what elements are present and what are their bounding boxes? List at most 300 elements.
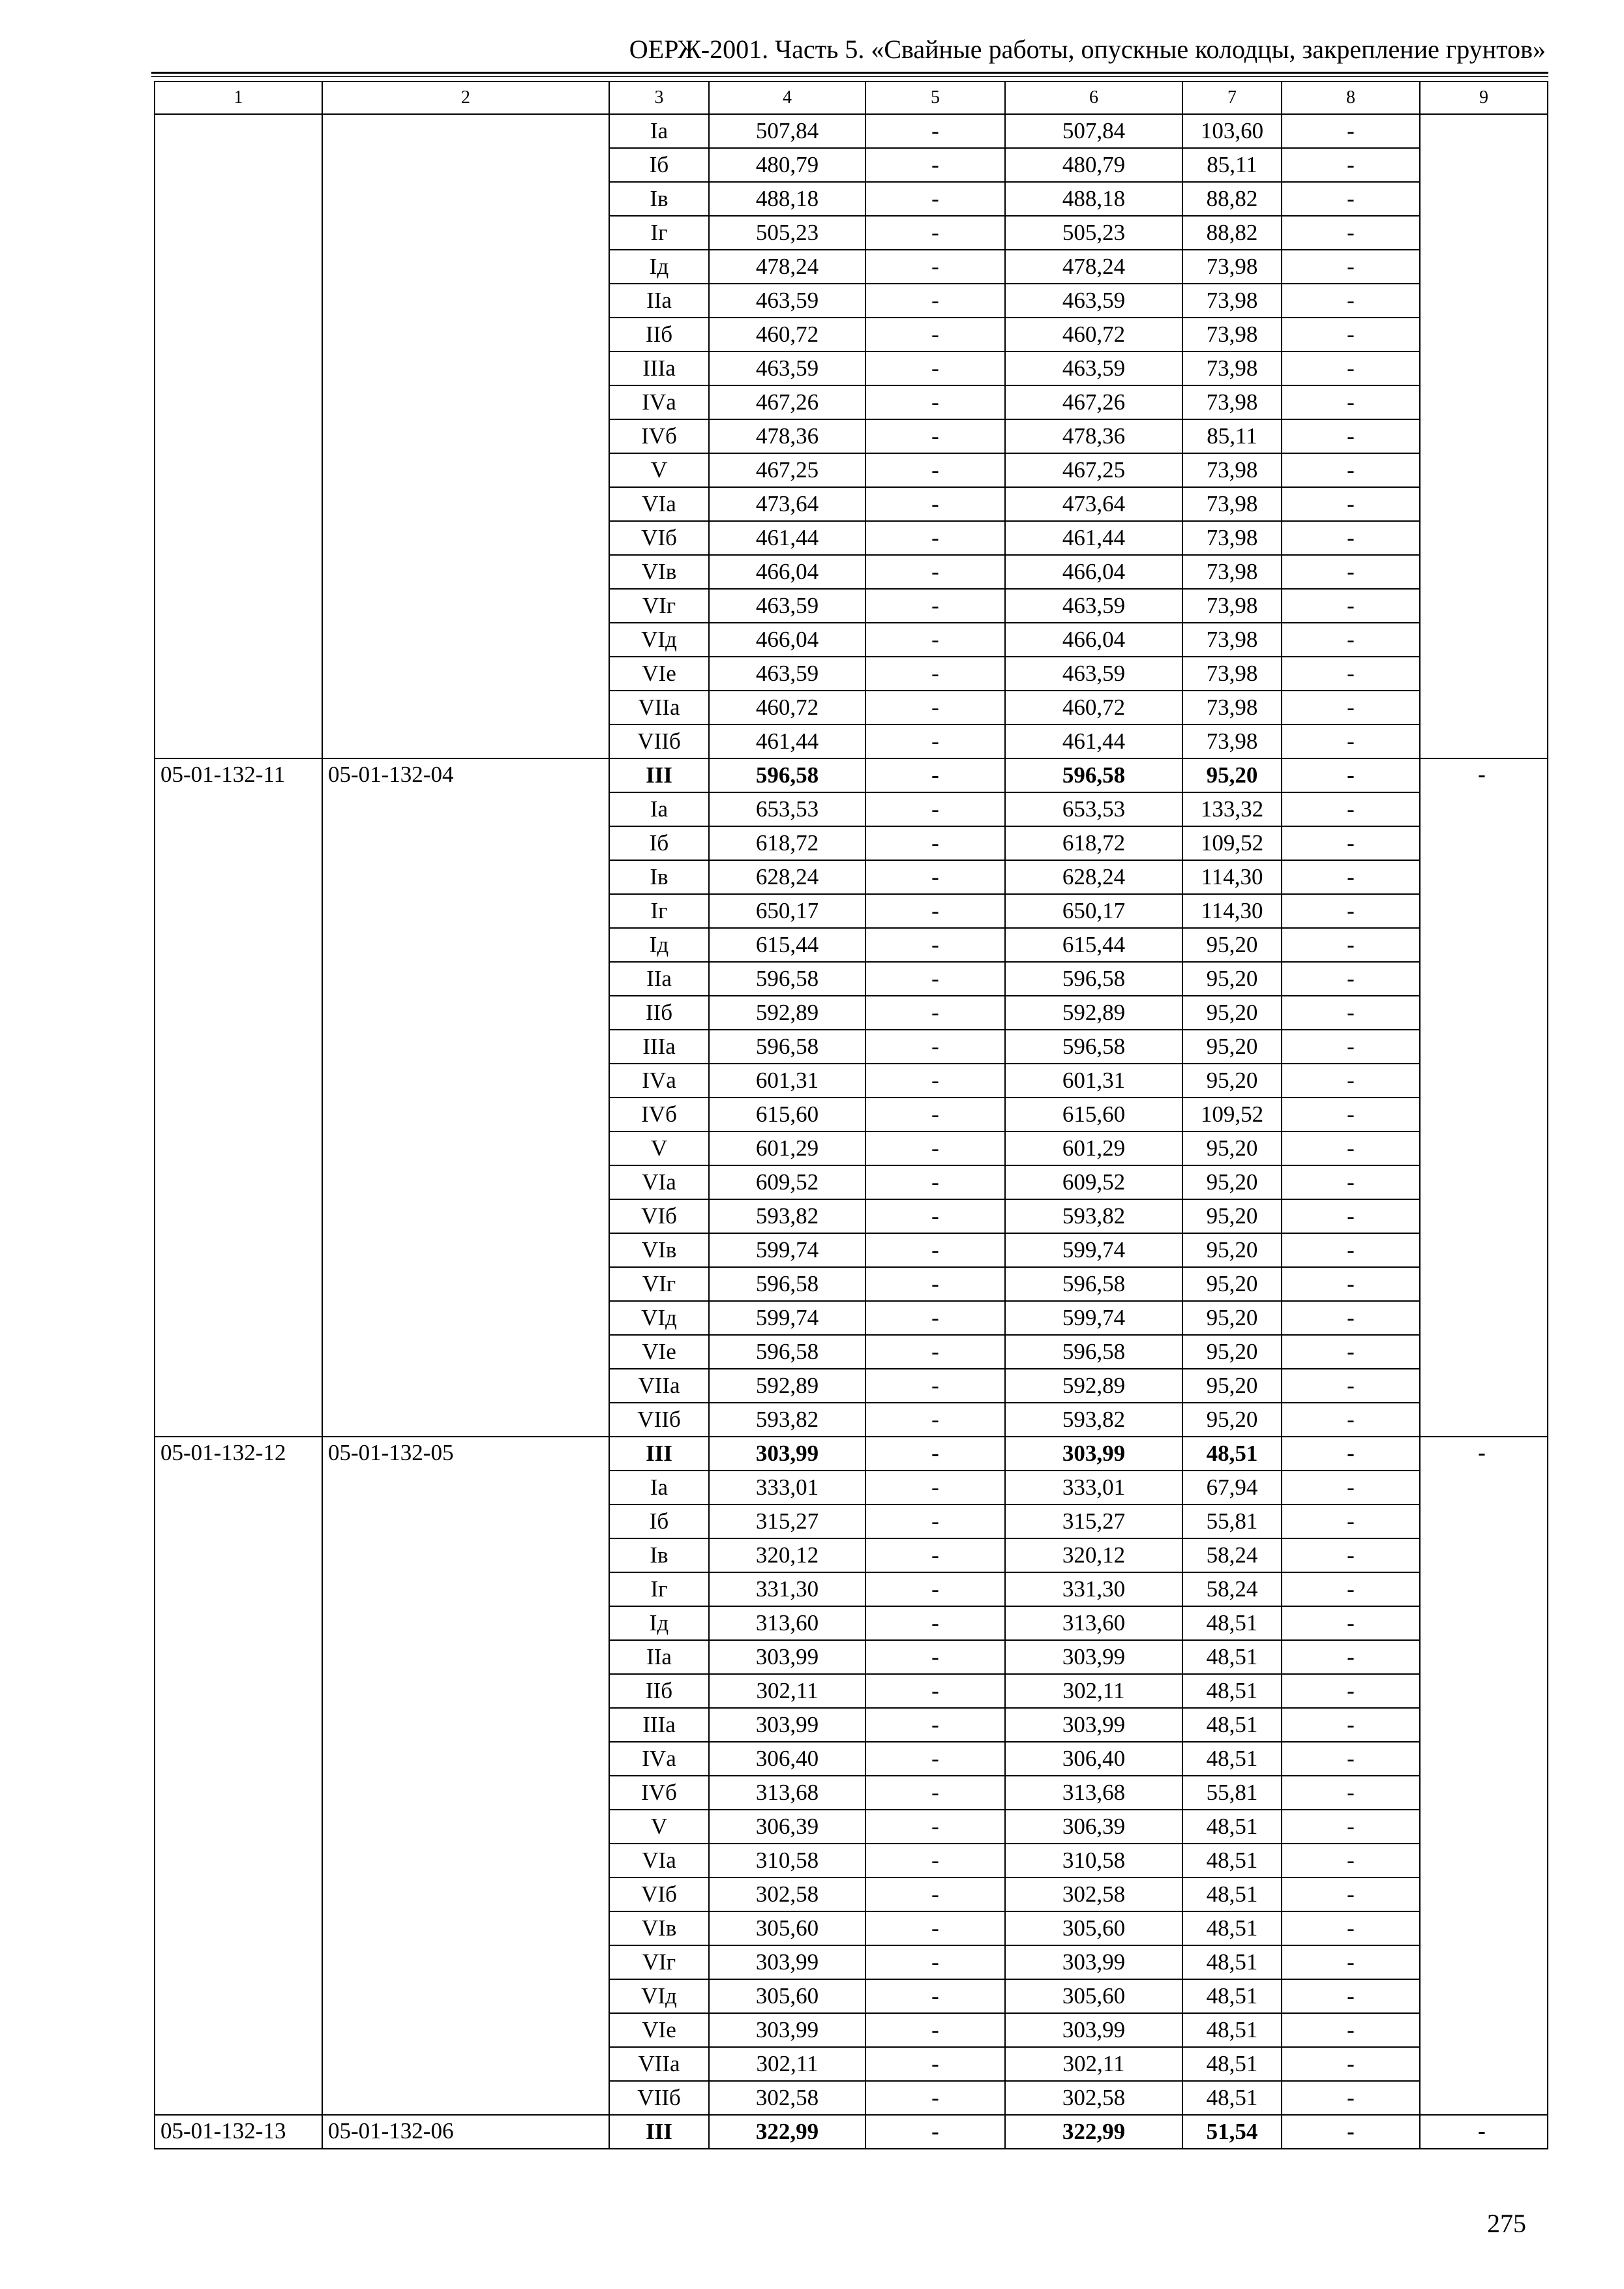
column-number: 4 <box>709 82 865 114</box>
zone-cell: VIа <box>609 1165 709 1199</box>
total-cost-cell: 460,72 <box>709 318 865 352</box>
column-6-cell: 313,60 <box>1005 1606 1182 1640</box>
column-8-cell: - <box>1282 1267 1420 1301</box>
zone-cell: III <box>609 2115 709 2149</box>
column-8-cell: - <box>1282 318 1420 352</box>
column-6-cell: 302,11 <box>1005 2047 1182 2081</box>
column-5-cell: - <box>865 1979 1005 2013</box>
zone-cell: III <box>609 1437 709 1471</box>
total-cost-cell: 306,40 <box>709 1742 865 1776</box>
column-5-cell: - <box>865 1538 1005 1572</box>
column-5-cell: - <box>865 962 1005 996</box>
total-cost-cell: 310,58 <box>709 1844 865 1878</box>
total-cost-cell: 592,89 <box>709 1369 865 1403</box>
column-8-cell: - <box>1282 1437 1420 1471</box>
column-6-cell: 618,72 <box>1005 826 1182 860</box>
column-7-cell: 58,24 <box>1182 1538 1282 1572</box>
zone-cell: Iб <box>609 1504 709 1538</box>
total-cost-cell: 463,59 <box>709 284 865 318</box>
zone-cell: VIг <box>609 1267 709 1301</box>
column-8-cell: - <box>1282 1403 1420 1437</box>
zone-cell: IVа <box>609 1742 709 1776</box>
column-7-cell: 73,98 <box>1182 555 1282 589</box>
total-cost-cell: 467,25 <box>709 453 865 487</box>
total-cost-cell: 303,99 <box>709 1437 865 1471</box>
column-7-cell: 48,51 <box>1182 1945 1282 1979</box>
column-7-cell: 95,20 <box>1182 1233 1282 1267</box>
column-7-cell: 51,54 <box>1182 2115 1282 2149</box>
column-7-cell: 85,11 <box>1182 419 1282 453</box>
column-8-cell: - <box>1282 1844 1420 1878</box>
column-6-cell: 303,99 <box>1005 1708 1182 1742</box>
table-row <box>155 114 1548 148</box>
column-number: 8 <box>1282 82 1420 114</box>
zone-cell: IIа <box>609 1640 709 1674</box>
column-7-cell: 133,32 <box>1182 792 1282 826</box>
zone-cell: VIб <box>609 1199 709 1233</box>
column-7-cell: 48,51 <box>1182 1844 1282 1878</box>
column-7-cell: 103,60 <box>1182 114 1282 148</box>
column-6-cell: 460,72 <box>1005 691 1182 725</box>
zone-cell: Iд <box>609 250 709 284</box>
total-cost-cell: 601,31 <box>709 1064 865 1098</box>
column-6-cell: 596,58 <box>1005 1267 1182 1301</box>
base-rate-code-cell <box>322 114 609 758</box>
column-6-cell: 320,12 <box>1005 1538 1182 1572</box>
column-5-cell: - <box>865 1199 1005 1233</box>
column-5-cell: - <box>865 928 1005 962</box>
column-7-cell: 73,98 <box>1182 725 1282 758</box>
zone-cell: VIе <box>609 657 709 691</box>
total-cost-cell: 596,58 <box>709 1030 865 1064</box>
column-9-cell: - <box>1420 2115 1548 2149</box>
total-cost-cell: 599,74 <box>709 1301 865 1335</box>
column-6-cell: 310,58 <box>1005 1844 1182 1878</box>
column-5-cell: - <box>865 2013 1005 2047</box>
table-body <box>155 82 1548 2149</box>
total-cost-cell: 615,44 <box>709 928 865 962</box>
total-cost-cell: 303,99 <box>709 1945 865 1979</box>
total-cost-cell: 315,27 <box>709 1504 865 1538</box>
column-6-cell: 467,25 <box>1005 453 1182 487</box>
column-8-cell: - <box>1282 996 1420 1030</box>
total-cost-cell: 333,01 <box>709 1471 865 1504</box>
column-6-cell: 505,23 <box>1005 216 1182 250</box>
column-5-cell: - <box>865 318 1005 352</box>
column-5-cell: - <box>865 1606 1005 1640</box>
column-8-cell: - <box>1282 284 1420 318</box>
column-6-cell: 596,58 <box>1005 1335 1182 1369</box>
column-7-cell: 48,51 <box>1182 1878 1282 1911</box>
zone-cell: IVб <box>609 419 709 453</box>
column-7-cell: 48,51 <box>1182 1708 1282 1742</box>
column-8-cell: - <box>1282 792 1420 826</box>
zone-cell: IIб <box>609 318 709 352</box>
column-8-cell: - <box>1282 725 1420 758</box>
column-5-cell: - <box>865 1233 1005 1267</box>
column-8-cell: - <box>1282 1369 1420 1403</box>
column-number: 6 <box>1005 82 1182 114</box>
column-8-cell: - <box>1282 1504 1420 1538</box>
column-7-cell: 73,98 <box>1182 487 1282 521</box>
column-6-cell: 466,04 <box>1005 623 1182 657</box>
zone-cell: VIд <box>609 1979 709 2013</box>
column-6-cell: 463,59 <box>1005 589 1182 623</box>
column-6-cell: 322,99 <box>1005 2115 1182 2149</box>
total-cost-cell: 593,82 <box>709 1403 865 1437</box>
column-7-cell: 48,51 <box>1182 1640 1282 1674</box>
column-8-cell: - <box>1282 1674 1420 1708</box>
column-8-cell: - <box>1282 114 1420 148</box>
column-7-cell: 58,24 <box>1182 1572 1282 1606</box>
column-5-cell: - <box>865 1742 1005 1776</box>
column-7-cell: 48,51 <box>1182 2013 1282 2047</box>
column-6-cell: 333,01 <box>1005 1471 1182 1504</box>
column-6-cell: 315,27 <box>1005 1504 1182 1538</box>
price-table <box>154 81 1548 2149</box>
column-6-cell: 615,60 <box>1005 1098 1182 1131</box>
total-cost-cell: 313,60 <box>709 1606 865 1640</box>
column-8-cell: - <box>1282 250 1420 284</box>
total-cost-cell: 305,60 <box>709 1979 865 2013</box>
column-7-cell: 95,20 <box>1182 1403 1282 1437</box>
column-8-cell: - <box>1282 1335 1420 1369</box>
column-7-cell: 73,98 <box>1182 657 1282 691</box>
zone-cell: VIв <box>609 1911 709 1945</box>
zone-cell: III <box>609 758 709 792</box>
zone-cell: V <box>609 1131 709 1165</box>
total-cost-cell: 302,11 <box>709 1674 865 1708</box>
zone-cell: IVб <box>609 1776 709 1810</box>
column-6-cell: 593,82 <box>1005 1403 1182 1437</box>
column-5-cell: - <box>865 1640 1005 1674</box>
total-cost-cell: 313,68 <box>709 1776 865 1810</box>
column-6-cell: 303,99 <box>1005 1945 1182 1979</box>
zone-cell: Iв <box>609 182 709 216</box>
column-6-cell: 461,44 <box>1005 521 1182 555</box>
column-9-cell <box>1420 114 1548 758</box>
total-cost-cell: 505,23 <box>709 216 865 250</box>
column-8-cell: - <box>1282 2081 1420 2115</box>
column-number: 1 <box>155 82 322 114</box>
zone-cell: VIIа <box>609 1369 709 1403</box>
column-5-cell: - <box>865 1504 1005 1538</box>
zone-cell: IVб <box>609 1098 709 1131</box>
column-6-cell: 313,68 <box>1005 1776 1182 1810</box>
rate-code-cell: 05-01-132-12 <box>155 1437 322 2115</box>
header-rule-thick <box>151 72 1548 74</box>
column-8-cell: - <box>1282 860 1420 894</box>
column-8-cell: - <box>1282 2013 1420 2047</box>
zone-cell: VIе <box>609 2013 709 2047</box>
total-cost-cell: 303,99 <box>709 2013 865 2047</box>
total-cost-cell: 650,17 <box>709 894 865 928</box>
column-7-cell: 73,98 <box>1182 250 1282 284</box>
column-8-cell: - <box>1282 1030 1420 1064</box>
column-8-cell: - <box>1282 1538 1420 1572</box>
zone-cell: IIIа <box>609 352 709 385</box>
column-6-cell: 596,58 <box>1005 758 1182 792</box>
column-number: 5 <box>865 82 1005 114</box>
zone-cell: Iг <box>609 1572 709 1606</box>
base-rate-code-cell: 05-01-132-05 <box>322 1437 609 2115</box>
total-cost-cell: 322,99 <box>709 2115 865 2149</box>
total-cost-cell: 306,39 <box>709 1810 865 1844</box>
column-7-cell: 48,51 <box>1182 1606 1282 1640</box>
zone-cell: VIIб <box>609 2081 709 2115</box>
column-6-cell: 306,39 <box>1005 1810 1182 1844</box>
column-5-cell: - <box>865 250 1005 284</box>
column-7-cell: 73,98 <box>1182 589 1282 623</box>
zone-cell: V <box>609 453 709 487</box>
column-7-cell: 55,81 <box>1182 1504 1282 1538</box>
column-7-cell: 109,52 <box>1182 1098 1282 1131</box>
zone-cell: Iг <box>609 216 709 250</box>
column-8-cell: - <box>1282 1471 1420 1504</box>
zone-cell: VIIб <box>609 725 709 758</box>
column-5-cell: - <box>865 216 1005 250</box>
zone-cell: VIд <box>609 623 709 657</box>
column-8-cell: - <box>1282 1945 1420 1979</box>
column-7-cell: 114,30 <box>1182 860 1282 894</box>
column-5-cell: - <box>865 1165 1005 1199</box>
column-7-cell: 48,51 <box>1182 1742 1282 1776</box>
column-5-cell: - <box>865 1572 1005 1606</box>
running-header: ОЕРЖ-2001. Часть 5. «Свайные работы, опускные колодцы, закрепление грунтов» <box>629 35 1546 64</box>
zone-cell: Iа <box>609 1471 709 1504</box>
column-5-cell: - <box>865 352 1005 385</box>
column-7-cell: 95,20 <box>1182 928 1282 962</box>
total-cost-cell: 593,82 <box>709 1199 865 1233</box>
column-6-cell: 478,36 <box>1005 419 1182 453</box>
column-5-cell: - <box>865 1098 1005 1131</box>
column-5-cell: - <box>865 2081 1005 2115</box>
column-8-cell: - <box>1282 691 1420 725</box>
column-6-cell: 478,24 <box>1005 250 1182 284</box>
column-8-cell: - <box>1282 1606 1420 1640</box>
zone-cell: Iв <box>609 860 709 894</box>
column-8-cell: - <box>1282 1301 1420 1335</box>
total-cost-cell: 478,36 <box>709 419 865 453</box>
column-8-cell: - <box>1282 2047 1420 2081</box>
zone-cell: VIа <box>609 1844 709 1878</box>
column-8-cell: - <box>1282 657 1420 691</box>
column-number-row <box>155 82 1548 114</box>
total-cost-cell: 615,60 <box>709 1098 865 1131</box>
column-6-cell: 596,58 <box>1005 962 1182 996</box>
total-cost-cell: 303,99 <box>709 1708 865 1742</box>
zone-cell: VIIа <box>609 2047 709 2081</box>
zone-cell: IIIа <box>609 1030 709 1064</box>
total-cost-cell: 302,58 <box>709 2081 865 2115</box>
column-6-cell: 609,52 <box>1005 1165 1182 1199</box>
column-8-cell: - <box>1282 1199 1420 1233</box>
column-7-cell: 88,82 <box>1182 182 1282 216</box>
column-5-cell: - <box>865 725 1005 758</box>
total-cost-cell: 480,79 <box>709 148 865 182</box>
column-8-cell: - <box>1282 758 1420 792</box>
total-cost-cell: 302,58 <box>709 1878 865 1911</box>
column-7-cell: 73,98 <box>1182 352 1282 385</box>
column-5-cell: - <box>865 860 1005 894</box>
column-7-cell: 95,20 <box>1182 1064 1282 1098</box>
total-cost-cell: 466,04 <box>709 555 865 589</box>
total-cost-cell: 599,74 <box>709 1233 865 1267</box>
zone-cell: Iг <box>609 894 709 928</box>
column-7-cell: 95,20 <box>1182 1131 1282 1165</box>
column-7-cell: 73,98 <box>1182 691 1282 725</box>
column-number: 2 <box>322 82 609 114</box>
column-6-cell: 653,53 <box>1005 792 1182 826</box>
zone-cell: VIд <box>609 1301 709 1335</box>
total-cost-cell: 592,89 <box>709 996 865 1030</box>
total-cost-cell: 596,58 <box>709 758 865 792</box>
column-8-cell: - <box>1282 826 1420 860</box>
zone-cell: VIа <box>609 487 709 521</box>
column-6-cell: 650,17 <box>1005 894 1182 928</box>
column-7-cell: 48,51 <box>1182 1911 1282 1945</box>
zone-cell: VIг <box>609 1945 709 1979</box>
zone-cell: IIб <box>609 996 709 1030</box>
column-5-cell: - <box>865 1776 1005 1810</box>
column-8-cell: - <box>1282 1640 1420 1674</box>
column-6-cell: 466,04 <box>1005 555 1182 589</box>
column-5-cell: - <box>865 148 1005 182</box>
total-cost-cell: 461,44 <box>709 521 865 555</box>
total-cost-cell: 609,52 <box>709 1165 865 1199</box>
column-9-cell: - <box>1420 758 1548 1437</box>
column-7-cell: 95,20 <box>1182 1199 1282 1233</box>
column-7-cell: 73,98 <box>1182 318 1282 352</box>
zone-cell: Iд <box>609 928 709 962</box>
column-7-cell: 67,94 <box>1182 1471 1282 1504</box>
column-7-cell: 95,20 <box>1182 962 1282 996</box>
column-7-cell: 73,98 <box>1182 385 1282 419</box>
total-cost-cell: 601,29 <box>709 1131 865 1165</box>
column-6-cell: 601,31 <box>1005 1064 1182 1098</box>
total-cost-cell: 305,60 <box>709 1911 865 1945</box>
column-8-cell: - <box>1282 1098 1420 1131</box>
zone-cell: VIIа <box>609 691 709 725</box>
column-6-cell: 592,89 <box>1005 1369 1182 1403</box>
column-5-cell: - <box>865 826 1005 860</box>
column-7-cell: 48,51 <box>1182 1810 1282 1844</box>
column-5-cell: - <box>865 1911 1005 1945</box>
column-5-cell: - <box>865 623 1005 657</box>
column-7-cell: 95,20 <box>1182 1267 1282 1301</box>
column-8-cell: - <box>1282 894 1420 928</box>
column-6-cell: 306,40 <box>1005 1742 1182 1776</box>
column-8-cell: - <box>1282 419 1420 453</box>
column-6-cell: 302,11 <box>1005 1674 1182 1708</box>
total-cost-cell: 466,04 <box>709 623 865 657</box>
zone-cell: VIг <box>609 589 709 623</box>
total-cost-cell: 653,53 <box>709 792 865 826</box>
total-cost-cell: 463,59 <box>709 352 865 385</box>
total-cost-cell: 596,58 <box>709 962 865 996</box>
column-number: 7 <box>1182 82 1282 114</box>
column-6-cell: 463,59 <box>1005 352 1182 385</box>
total-cost-cell: 463,59 <box>709 589 865 623</box>
column-6-cell: 463,59 <box>1005 657 1182 691</box>
column-number: 9 <box>1420 82 1548 114</box>
column-7-cell: 95,20 <box>1182 1369 1282 1403</box>
column-7-cell: 48,51 <box>1182 2047 1282 2081</box>
column-5-cell: - <box>865 1674 1005 1708</box>
column-6-cell: 601,29 <box>1005 1131 1182 1165</box>
column-5-cell: - <box>865 1335 1005 1369</box>
column-8-cell: - <box>1282 623 1420 657</box>
column-8-cell: - <box>1282 521 1420 555</box>
column-number: 3 <box>609 82 709 114</box>
column-7-cell: 95,20 <box>1182 758 1282 792</box>
column-5-cell: - <box>865 2047 1005 2081</box>
base-rate-code-cell: 05-01-132-04 <box>322 758 609 1437</box>
zone-cell: VIв <box>609 1233 709 1267</box>
total-cost-cell: 628,24 <box>709 860 865 894</box>
page-number: 275 <box>1487 2209 1526 2238</box>
column-6-cell: 599,74 <box>1005 1233 1182 1267</box>
zone-cell: IIа <box>609 962 709 996</box>
column-6-cell: 488,18 <box>1005 182 1182 216</box>
column-8-cell: - <box>1282 453 1420 487</box>
column-5-cell: - <box>865 589 1005 623</box>
table-row <box>155 2115 1548 2149</box>
header-rule-thin <box>151 76 1548 77</box>
column-8-cell: - <box>1282 216 1420 250</box>
column-5-cell: - <box>865 1844 1005 1878</box>
zone-cell: IVа <box>609 385 709 419</box>
column-5-cell: - <box>865 487 1005 521</box>
column-5-cell: - <box>865 453 1005 487</box>
column-6-cell: 615,44 <box>1005 928 1182 962</box>
column-8-cell: - <box>1282 1572 1420 1606</box>
column-6-cell: 303,99 <box>1005 1640 1182 1674</box>
column-7-cell: 48,51 <box>1182 1674 1282 1708</box>
column-6-cell: 507,84 <box>1005 114 1182 148</box>
column-6-cell: 331,30 <box>1005 1572 1182 1606</box>
column-7-cell: 85,11 <box>1182 148 1282 182</box>
column-8-cell: - <box>1282 1979 1420 2013</box>
rate-code-cell: 05-01-132-13 <box>155 2115 322 2149</box>
zone-cell: Iб <box>609 148 709 182</box>
column-6-cell: 305,60 <box>1005 1911 1182 1945</box>
column-7-cell: 48,51 <box>1182 1979 1282 2013</box>
total-cost-cell: 473,64 <box>709 487 865 521</box>
column-8-cell: - <box>1282 182 1420 216</box>
column-6-cell: 592,89 <box>1005 996 1182 1030</box>
column-7-cell: 48,51 <box>1182 1437 1282 1471</box>
column-5-cell: - <box>865 114 1005 148</box>
column-8-cell: - <box>1282 1233 1420 1267</box>
column-6-cell: 628,24 <box>1005 860 1182 894</box>
column-8-cell: - <box>1282 1878 1420 1911</box>
column-5-cell: - <box>865 1301 1005 1335</box>
column-5-cell: - <box>865 1131 1005 1165</box>
column-5-cell: - <box>865 1369 1005 1403</box>
column-5-cell: - <box>865 1945 1005 1979</box>
total-cost-cell: 596,58 <box>709 1335 865 1369</box>
base-rate-code-cell: 05-01-132-06 <box>322 2115 609 2149</box>
column-5-cell: - <box>865 182 1005 216</box>
column-6-cell: 480,79 <box>1005 148 1182 182</box>
column-8-cell: - <box>1282 1911 1420 1945</box>
column-8-cell: - <box>1282 487 1420 521</box>
column-6-cell: 303,99 <box>1005 2013 1182 2047</box>
column-6-cell: 461,44 <box>1005 725 1182 758</box>
total-cost-cell: 488,18 <box>709 182 865 216</box>
column-8-cell: - <box>1282 148 1420 182</box>
